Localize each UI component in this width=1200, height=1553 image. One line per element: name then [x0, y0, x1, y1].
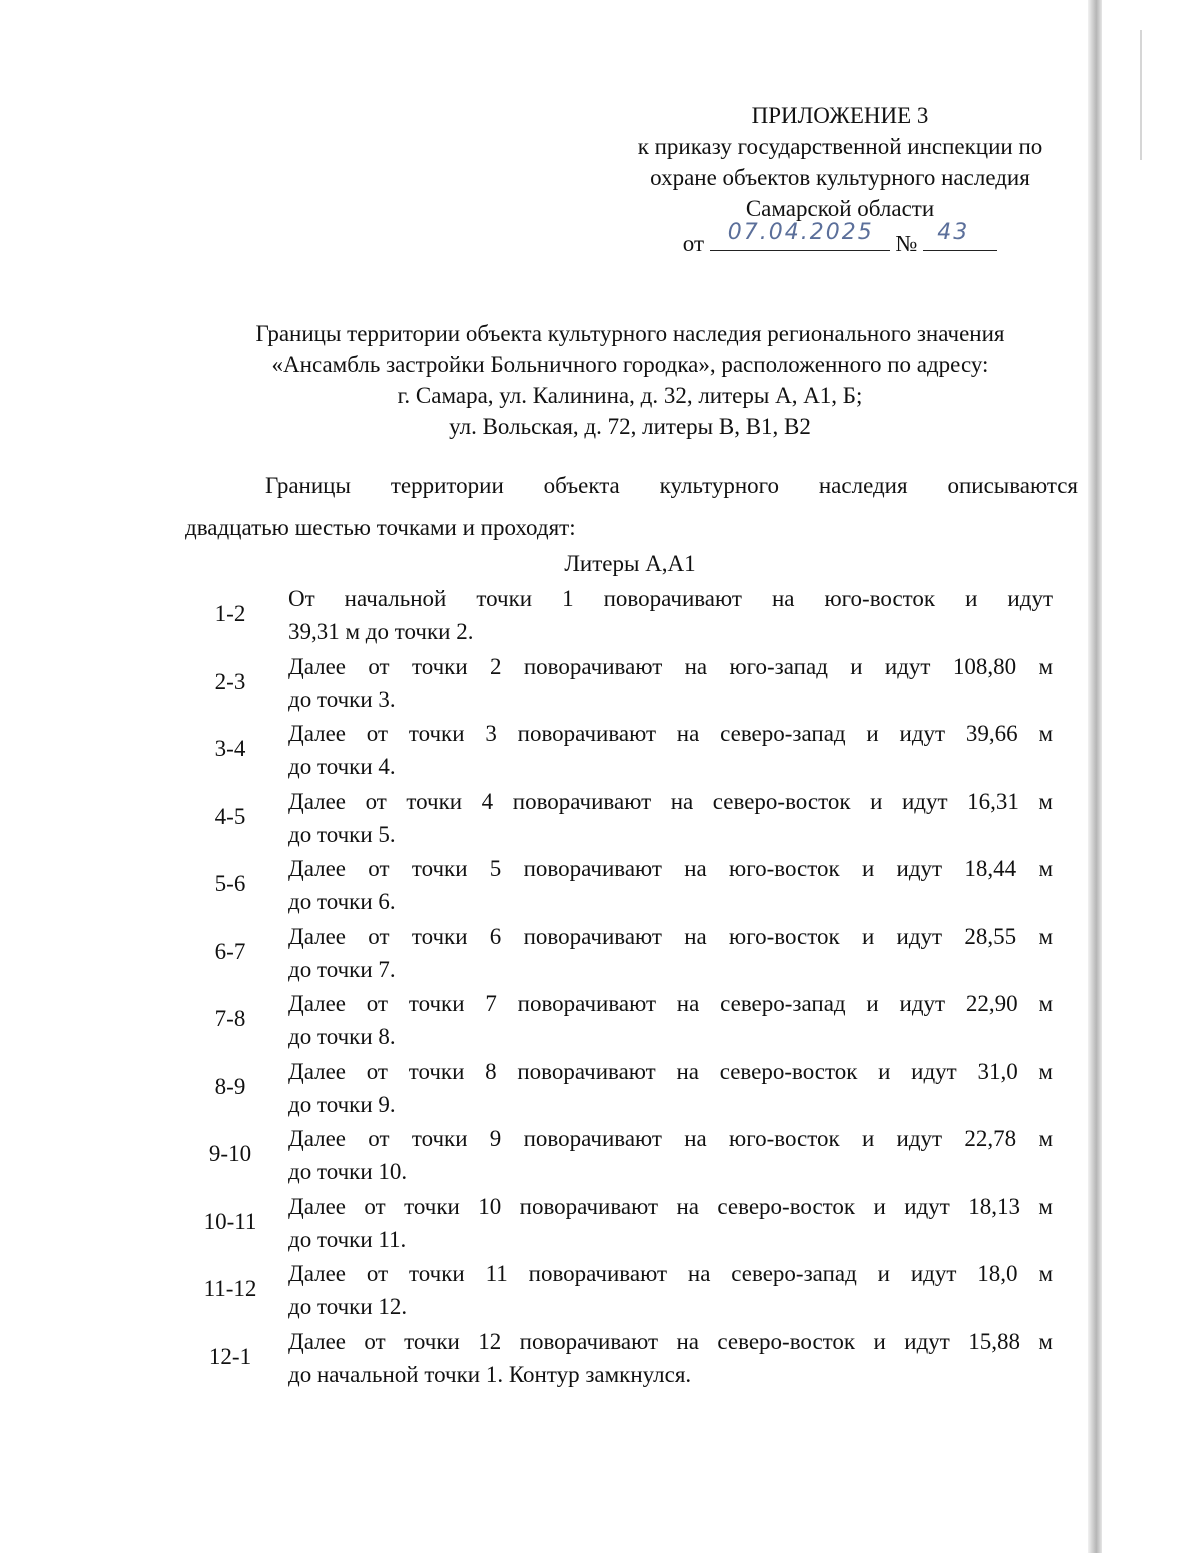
segment-row [195, 582, 1075, 650]
segment-row [195, 1325, 1075, 1393]
segment-row [195, 1122, 1075, 1190]
segment-text-line-1: Далее от точки 5 поворачивают на юго-восток и идут 18,44 м [288, 856, 1053, 881]
segment-code: 7-8 [214, 1006, 246, 1031]
segment-description [288, 785, 1053, 851]
appendix-line-2: охране объектов культурного наследия [650, 165, 1030, 190]
segment-code: 10-11 [203, 1208, 257, 1234]
segment-text-line-2: до точки 4. [288, 754, 396, 779]
segment-code: 9-10 [208, 1141, 252, 1166]
segment-code: 12-1 [208, 1343, 252, 1369]
date-handwritten: 07.04.2025 [727, 220, 874, 245]
scan-mark [1140, 30, 1142, 160]
segment-text-line-2: 39,31 м до точки 2. [288, 619, 474, 644]
intro-line-1: Границы территории объекта культурного наследия описываются [265, 473, 1078, 498]
date-field [710, 220, 890, 251]
segment-row [195, 852, 1075, 920]
segment-text-line-2: до точки 7. [288, 956, 396, 982]
segment-row [195, 1055, 1075, 1123]
segment-text-line-1: Далее от точки 11 поворачивают на северо-запад и идут 18,0 м [288, 1261, 1053, 1286]
segment-text-line-1: Далее от точки 8 поворачивают на северо-восток и идут 31,0 м [288, 1058, 1053, 1084]
segment-description [288, 1325, 1053, 1391]
number-field [923, 220, 997, 251]
segment-description [288, 1257, 1053, 1323]
segment-code: 1-2 [214, 601, 246, 626]
appendix-date-line [600, 220, 1080, 259]
number-prefix: № [895, 231, 918, 256]
segment-description [288, 987, 1053, 1053]
segment-description [288, 1122, 1053, 1188]
segment-code: 3-4 [214, 736, 246, 761]
segment-row [195, 1257, 1075, 1325]
appendix-header [600, 100, 1080, 259]
segment-description [288, 1190, 1053, 1256]
title-line-2: «Ансамбль застройки Больничного городка», расположенного по адресу: [271, 352, 989, 377]
segment-text-line-1: От начальной точки 1 поворачивают на юго-восток и идут [288, 586, 1053, 611]
segment-text-line-1: Далее от точки 12 поворачивают на северо-восток и идут 15,88 м [288, 1328, 1053, 1354]
segment-text-line-1: Далее от точки 7 поворачивают на северо-запад и идут 22,90 м [288, 991, 1053, 1016]
segment-description [288, 582, 1053, 648]
segment-text-line-2: до точки 8. [288, 1024, 396, 1049]
intro-line-2: двадцатью шестью точками и проходят: [185, 515, 576, 540]
date-prefix: от [682, 231, 705, 256]
segment-text-line-2: до точки 5. [288, 821, 396, 847]
segment-description [288, 920, 1053, 986]
segment-text-line-2: до точки 10. [288, 1159, 408, 1184]
segment-row [195, 987, 1075, 1055]
segment-text-line-2: до начальной точки 1. Контур замкнулся. [288, 1361, 692, 1387]
segment-row [195, 1190, 1075, 1258]
title-line-3: г. Самара, ул. Калинина, д. 32, литеры А, А1, Б; [397, 383, 863, 408]
intro-paragraph [185, 465, 1078, 549]
segment-code: 6-7 [214, 938, 246, 964]
title-line-1: Границы территории объекта культурного наследия регионального значения [255, 321, 1005, 346]
document-title [150, 318, 1110, 442]
appendix-heading: ПРИЛОЖЕНИЕ 3 [751, 103, 929, 128]
segment-text-line-1: Далее от точки 10 поворачивают на северо-восток и идут 18,13 м [288, 1193, 1053, 1219]
scan-shadow-edge [1088, 0, 1102, 1553]
segment-text-line-2: до точки 6. [288, 889, 396, 914]
segment-row [195, 717, 1075, 785]
segment-text-line-1: Далее от точки 2 поворачивают на юго-запад и идут 108,80 м [288, 653, 1053, 679]
boundary-segments-list [195, 582, 1075, 1392]
segment-text-line-1: Далее от точки 4 поворачивают на северо-восток и идут 16,31 м [288, 788, 1053, 814]
segment-text-line-1: Далее от точки 9 поворачивают на юго-восток и идут 22,78 м [288, 1126, 1053, 1151]
appendix-line-3: Самарской области [745, 196, 935, 221]
segment-text-line-2: до точки 3. [288, 686, 396, 712]
segment-text-line-1: Далее от точки 6 поворачивают на юго-восток и идут 28,55 м [288, 923, 1053, 949]
segment-code: 4-5 [214, 803, 246, 829]
appendix-line-1: к приказу государственной инспекции по [637, 134, 1043, 159]
segment-code: 11-12 [203, 1276, 257, 1301]
segment-text-line-2: до точки 9. [288, 1091, 396, 1117]
segment-description [288, 650, 1053, 716]
segment-code: 8-9 [214, 1073, 246, 1099]
segment-text-line-2: до точки 11. [288, 1226, 407, 1252]
section-heading: Литеры А,А1 [564, 551, 696, 576]
segment-description [288, 717, 1053, 783]
segment-text-line-2: до точки 12. [288, 1294, 408, 1319]
segment-code: 5-6 [214, 871, 246, 896]
segment-row [195, 650, 1075, 718]
segment-code: 2-3 [214, 668, 246, 694]
segment-description [288, 1055, 1053, 1121]
title-line-4: ул. Вольская, д. 72, литеры В, В1, В2 [449, 414, 811, 439]
segment-description [288, 852, 1053, 918]
segment-row [195, 920, 1075, 988]
segment-text-line-1: Далее от точки 3 поворачивают на северо-запад и идут 39,66 м [288, 721, 1053, 746]
number-handwritten: 43 [937, 220, 970, 245]
segment-row [195, 785, 1075, 853]
